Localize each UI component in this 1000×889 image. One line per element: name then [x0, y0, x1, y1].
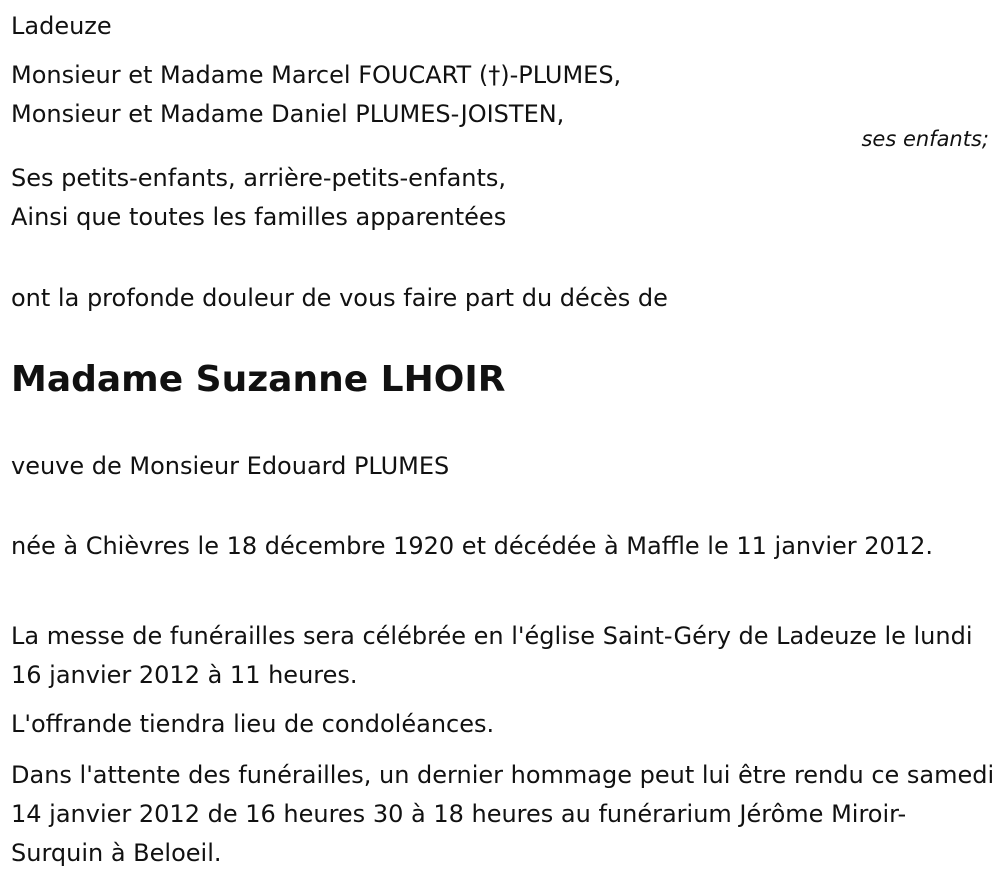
place-name: Ladeuze	[11, 12, 112, 40]
children-label: ses enfants;	[861, 127, 989, 151]
child-couple-2: Monsieur et Madame Daniel PLUMES-JOISTEN,	[11, 100, 565, 128]
funeral-mass-text: La messe de funérailles sera célébrée en l'église Saint-Géry de Ladeuze le lundi 16 janvier 2012 à 11 heures.	[11, 622, 973, 689]
relatives-line: Ainsi que toutes les familles apparentées	[11, 203, 507, 231]
children-list	[11, 56, 621, 134]
grandchildren-line: Ses petits-enfants, arrière-petits-enfants,	[11, 164, 507, 192]
birth-death-text: née à Chièvres le 18 décembre 1920 et décédée à Maffle le 11 janvier 2012.	[11, 532, 933, 560]
family-list	[11, 159, 506, 237]
tribute-text: Dans l'attente des funérailles, un dernier hommage peut lui être rendu ce samedi 14 janvier 2012 de 16 heures 30 à 18 heures au funérarium Jérôme Miroir-Surquin à Beloeil.	[11, 761, 995, 867]
announcement-text: ont la profonde douleur de vous faire part du décès de	[11, 284, 668, 312]
child-couple-1: Monsieur et Madame Marcel FOUCART (†)-PLUMES,	[11, 61, 622, 89]
deceased-name: Madame Suzanne LHOIR	[11, 359, 506, 400]
widow-of-text: veuve de Monsieur Edouard PLUMES	[11, 452, 450, 480]
offering-text: L'offrande tiendra lieu de condoléances.	[11, 710, 495, 738]
